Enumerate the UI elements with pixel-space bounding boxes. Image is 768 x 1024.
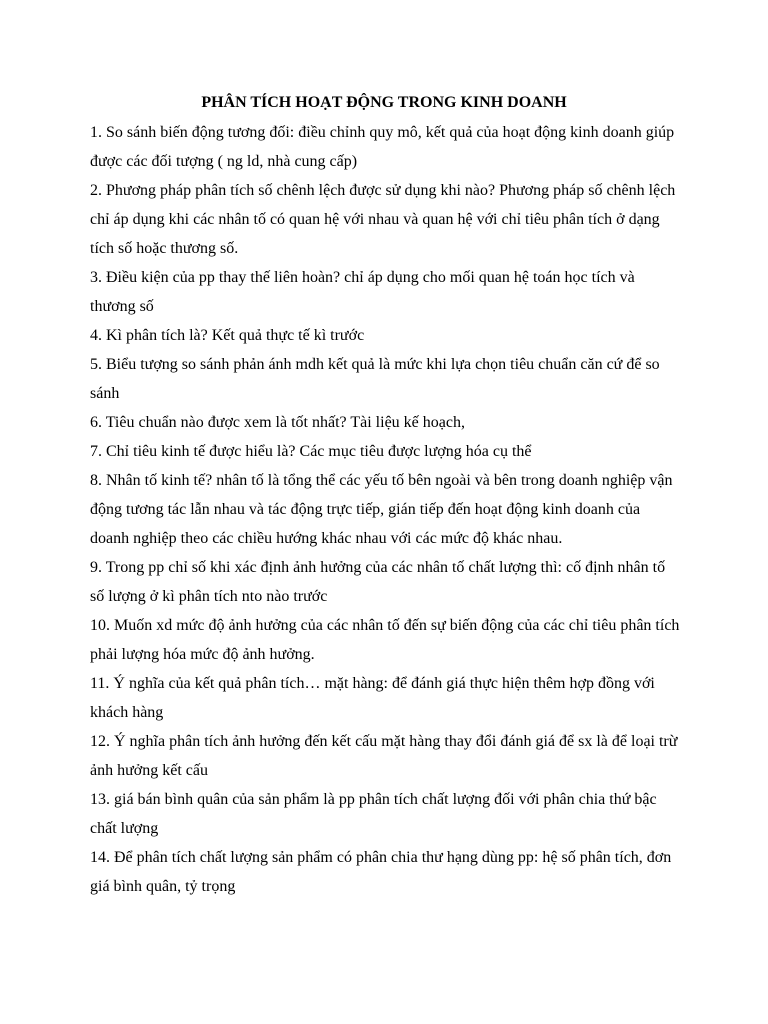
- question-item-4: 4. Kì phân tích là? Kết quả thực tế kì trước: [90, 327, 365, 344]
- question-item-12: 12. Ý nghĩa phân tích ảnh hưởng đến kết cấu mặt hàng thay đổi đánh giá để sx là để loại trừ ảnh hưởng kết cấu: [90, 733, 678, 779]
- question-item-13: 13. giá bán bình quân của sản phẩm là pp phân tích chất lượng đối với phân chia thứ bậc chất lượng: [90, 791, 657, 837]
- question-item-7: 7. Chỉ tiêu kinh tế được hiểu là? Các mục tiêu được lượng hóa cụ thể: [90, 443, 532, 460]
- question-item-9: 9. Trong pp chỉ số khi xác định ảnh hưởng của các nhân tố chất lượng thì: cố định nhân tố số lượng ở kì phân tích nto nào trước: [90, 559, 666, 605]
- question-item-6: 6. Tiêu chuẩn nào được xem là tốt nhất? Tài liệu kế hoạch,: [90, 414, 465, 431]
- question-item-1: 1. So sánh biến động tương đối: điều chỉnh quy mô, kết quả của hoạt động kinh doanh giúp được các đối tượng ( ng ld, nhà cung cấp): [90, 124, 675, 170]
- question-item-8: 8. Nhân tố kinh tế? nhân tố là tổng thể các yếu tố bên ngoài và bên trong doanh nghiệp vận động tương tác lẫn nhau và tác động trực tiếp, gián tiếp đến hoạt động kinh doanh của doanh nghiệp theo các chiều hướng khác nhau với các mức độ khác nhau.: [90, 472, 673, 547]
- question-item-11: 11. Ý nghĩa của kết quả phân tích… mặt hàng: để đánh giá thực hiện thêm hợp đồng với khách hàng: [90, 675, 655, 721]
- question-item-14: 14. Để phân tích chất lượng sản phẩm có phân chia thư hạng dùng pp: hệ số phân tích, đơn giá bình quân, tỷ trọng: [90, 849, 672, 895]
- question-item-10: 10. Muốn xd mức độ ảnh hưởng của các nhân tố đến sự biến động của các chỉ tiêu phân tích phải lượng hóa mức độ ảnh hưởng.: [90, 617, 680, 663]
- document-body: [90, 118, 682, 901]
- question-item-3: 3. Điều kiện của pp thay thế liên hoàn? chỉ áp dụng cho mối quan hệ toán học tích và thương số: [90, 269, 635, 315]
- question-item-2: 2. Phương pháp phân tích số chênh lệch được sử dụng khi nào? Phương pháp số chênh lệch chỉ áp dụng khi các nhân tố có quan hệ với nhau và quan hệ với chỉ tiêu phân tích ở dạng tích số hoặc thương số.: [90, 182, 676, 257]
- document-title: PHÂN TÍCH HOẠT ĐỘNG TRONG KINH DOANH: [201, 94, 567, 111]
- question-item-5: 5. Biểu tượng so sánh phản ánh mdh kết quả là mức khi lựa chọn tiêu chuẩn căn cứ để so sánh: [90, 356, 660, 402]
